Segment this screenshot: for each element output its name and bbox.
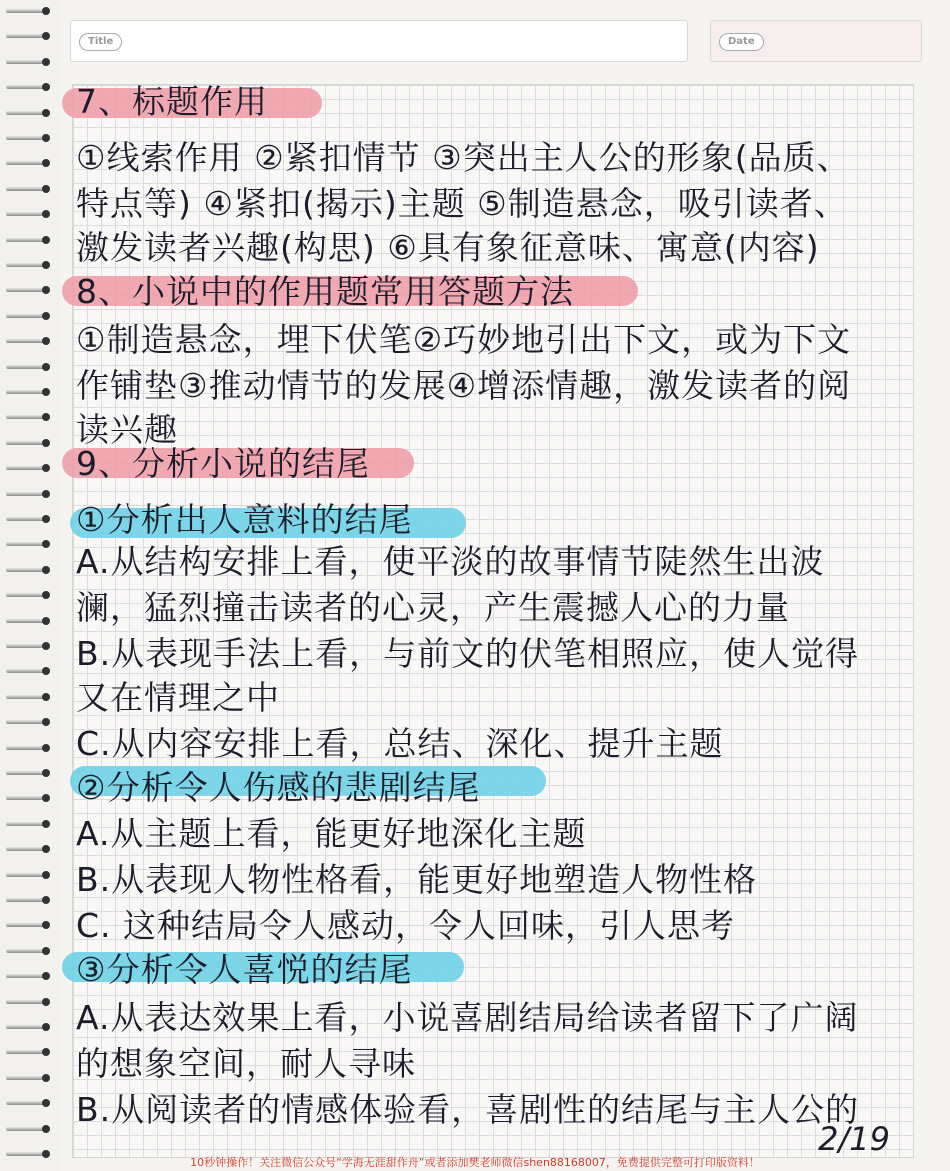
text-line: ①线索作用 ②紧扣情节 ③突出主人公的形象(品质、 bbox=[76, 138, 851, 177]
spiral-ring bbox=[6, 768, 50, 778]
text-line: 读兴趣 bbox=[76, 410, 178, 449]
spiral-ring bbox=[6, 235, 50, 245]
title-field bbox=[70, 20, 688, 62]
spiral-ring bbox=[6, 285, 50, 295]
spiral-ring bbox=[6, 336, 50, 346]
subheading-1: ①分析出人意料的结尾 bbox=[76, 500, 413, 539]
spiral-ring bbox=[6, 641, 50, 651]
text-line: C. 这种结局令人感动，令人回味，引人思考 bbox=[76, 906, 736, 945]
spiral-ring bbox=[6, 692, 50, 702]
text-line: 的想象空间，耐人寻味 bbox=[76, 1044, 416, 1083]
spiral-ring bbox=[6, 82, 50, 92]
spiral-ring bbox=[6, 590, 50, 600]
spiral-ring bbox=[6, 666, 50, 676]
spiral-ring bbox=[6, 1124, 50, 1134]
text-line: 激发读者兴趣(构思) ⑥具有象征意味、寓意(内容) bbox=[76, 228, 820, 267]
text-line: B.从表现人物性格看，能更好地塑造人物性格 bbox=[76, 860, 758, 899]
spiral-ring bbox=[6, 57, 50, 67]
spiral-ring bbox=[6, 1073, 50, 1083]
text-line: C.从内容安排上看，总结、深化、提升主题 bbox=[76, 724, 724, 763]
spiral-ring bbox=[6, 819, 50, 829]
spiral-ring bbox=[6, 565, 50, 575]
spiral-ring bbox=[6, 438, 50, 448]
spiral-ring bbox=[6, 387, 50, 397]
page-header bbox=[70, 14, 920, 66]
text-line: A.从表达效果上看，小说喜剧结局给读者留下了广阔 bbox=[76, 998, 859, 1037]
text-line: B.从阅读者的情感体验看，喜剧性的结尾与主人公的 bbox=[76, 1090, 860, 1129]
text-line: A.从主题上看，能更好地深化主题 bbox=[76, 814, 587, 853]
text-line: B.从表现手法上看，与前文的伏笔相照应，使人觉得 bbox=[76, 634, 860, 673]
spiral-ring bbox=[6, 616, 50, 626]
heading-7: 7、标题作用 bbox=[76, 82, 268, 121]
spiral-ring bbox=[6, 514, 50, 524]
spiral-ring bbox=[6, 133, 50, 143]
notebook-page bbox=[60, 0, 950, 1171]
spiral-ring bbox=[6, 209, 50, 219]
spiral-ring bbox=[6, 31, 50, 41]
spiral-ring bbox=[6, 311, 50, 321]
title-label: Title bbox=[79, 33, 122, 51]
footer-note: 10秒钟操作！关注微信公众号“学海无涯甜作舟”或者添加樊老师微信shen88168007，免费提供完整可打印版资料！ bbox=[190, 1156, 760, 1169]
spiral-ring bbox=[6, 743, 50, 753]
text-line: ①制造悬念，埋下伏笔②巧妙地引出下文，或为下文 bbox=[76, 320, 852, 359]
spiral-ring bbox=[6, 895, 50, 905]
spiral-ring bbox=[6, 260, 50, 270]
spiral-ring bbox=[6, 920, 50, 930]
spiral-ring bbox=[6, 539, 50, 549]
subheading-3: ③分析令人喜悦的结尾 bbox=[76, 950, 413, 989]
spiral-binding bbox=[0, 0, 60, 1171]
date-label: Date bbox=[719, 33, 764, 51]
spiral-ring bbox=[6, 1022, 50, 1032]
spiral-ring bbox=[6, 412, 50, 422]
text-line: 特点等) ④紧扣(揭示)主题 ⑤制造悬念，吸引读者、 bbox=[76, 184, 848, 223]
spiral-ring bbox=[6, 844, 50, 854]
page-number: 2/19 bbox=[818, 1120, 890, 1158]
spiral-ring bbox=[6, 184, 50, 194]
spiral-ring bbox=[6, 1047, 50, 1057]
spiral-ring bbox=[6, 717, 50, 727]
spiral-ring bbox=[6, 158, 50, 168]
date-field bbox=[710, 20, 922, 62]
subheading-2: ②分析令人伤感的悲剧结尾 bbox=[76, 768, 481, 807]
spiral-ring bbox=[6, 1098, 50, 1108]
spiral-ring bbox=[6, 6, 50, 16]
spiral-ring bbox=[6, 108, 50, 118]
spiral-ring bbox=[6, 362, 50, 372]
spiral-ring bbox=[6, 870, 50, 880]
text-line: 作铺垫③推动情节的发展④增添情趣，激发读者的阅 bbox=[76, 366, 852, 405]
text-line: A.从结构安排上看，使平淡的故事情节陡然生出波 bbox=[76, 542, 825, 581]
spiral-ring bbox=[6, 793, 50, 803]
spiral-ring bbox=[6, 997, 50, 1007]
spiral-ring bbox=[6, 971, 50, 981]
spiral-ring bbox=[6, 463, 50, 473]
spiral-ring bbox=[6, 489, 50, 499]
text-line: 澜，猛烈撞击读者的心灵，产生震撼人心的力量 bbox=[76, 588, 790, 627]
heading-9: 9、分析小说的结尾 bbox=[76, 444, 370, 483]
heading-8: 8、小说中的作用题常用答题方法 bbox=[76, 272, 574, 311]
spiral-ring bbox=[6, 946, 50, 956]
text-line: 又在情理之中 bbox=[76, 678, 280, 717]
